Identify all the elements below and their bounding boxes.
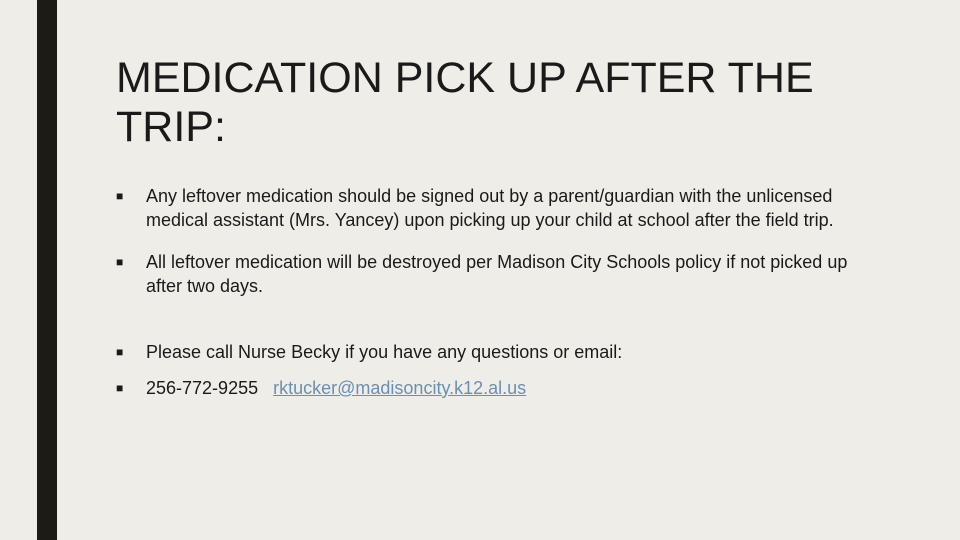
bullet-text: All leftover medication will be destroyed per Madison City Schools policy if not picked up after two days. <box>146 252 848 296</box>
bullet-item-call-nurse <box>116 340 876 364</box>
contact-phone: 256-772-9255 <box>146 378 259 398</box>
bullet-square-icon: ■ <box>116 255 124 269</box>
accent-bar <box>37 0 57 540</box>
email-link[interactable]: rktucker@madisoncity.k12.al.us <box>273 378 527 398</box>
bullet-square-icon: ■ <box>116 381 124 395</box>
slide-title: MEDICATION PICK UP AFTER THE TRIP: <box>116 54 814 151</box>
bullet-item-destroyed <box>116 250 876 298</box>
bullet-square-icon: ■ <box>116 345 124 359</box>
bullet-text: Any leftover medication should be signed out by a parent/guardian with the unlicensed medical assistant (Mrs. Yancey) upon picking up your child at school after the field trip. <box>146 186 834 230</box>
bullet-item-signout <box>116 184 876 232</box>
bullet-text: Please call Nurse Becky if you have any questions or email: <box>146 342 623 362</box>
bullet-item-contact <box>116 376 876 400</box>
bullet-list <box>116 184 876 400</box>
bullet-square-icon: ■ <box>116 189 124 203</box>
